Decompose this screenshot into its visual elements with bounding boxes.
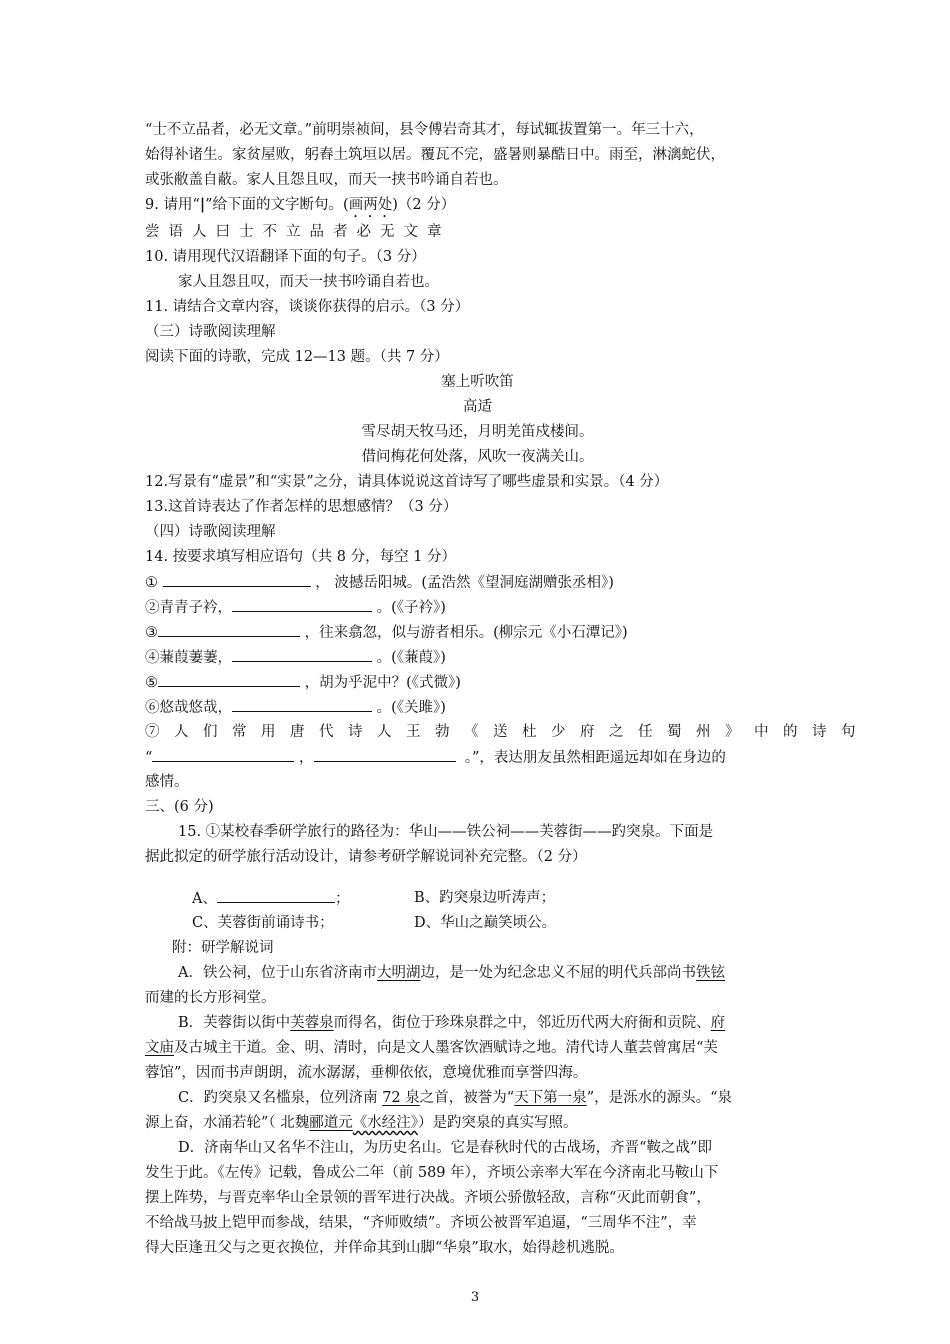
answer-blank[interactable] <box>152 747 294 762</box>
appendix-b-cont: 蓉馆”，因而书声朗朗，流水潺潺，垂柳依依，意境优雅而享誉四海。 <box>145 1065 588 1081</box>
question-10: 10. 请用现代汉语翻译下面的句子。（3 分） <box>145 249 426 265</box>
fill-item-3: ③ ，往来翕忽，似与游者相乐。(柳宗元《小石潭记》) <box>145 622 810 643</box>
fill-item-7-blanks: “ ， 。”，表达朋友虽然相距遥远却如在身边的 <box>145 747 810 768</box>
fill-item-4: ④蒹葭萋萋， 。(《蒹葭》) <box>145 647 810 668</box>
poem-author: 高适 <box>463 399 492 415</box>
poem-line: 借问梅花何处落，风吹一夜满关山。 <box>361 449 594 465</box>
passage-line: 或张敝盖自蔽。家人且怨且叹，而天一挟书吟诵自若也。 <box>145 172 508 188</box>
answer-blank[interactable] <box>163 572 311 587</box>
question-15-cont: 据此拟定的研学旅行活动设计，请参考研学解说词补充完整。（2 分） <box>145 849 587 865</box>
answer-blank[interactable] <box>232 697 372 712</box>
page-number: 3 <box>470 1290 480 1305</box>
option-a: A、 ； <box>192 888 857 909</box>
appendix-d-cont: 不给战马披上铠甲而参战，结果，“齐师败绩”。齐顷公被晋军追逼，“三周华不注”，幸 <box>145 1215 697 1231</box>
question-11: 11. 请结合文章内容，谈谈你获得的启示。（3 分） <box>145 299 470 315</box>
part-heading: 三、(6 分) <box>145 799 214 815</box>
appendix-a: A．铁公祠，位于山东省济南市大明湖边，是一处为纪念忠义不屈的明代兵部尚书铁铉 <box>178 965 725 981</box>
answer-blank[interactable] <box>232 647 372 662</box>
section-heading: （四）诗歌阅读理解 <box>145 524 276 540</box>
poem-title: 塞上听吹笛 <box>441 374 514 390</box>
break-mark: | <box>199 196 206 213</box>
appendix-b-cont: 文庙及古城主干道。金、明、清时，向是文人墨客饮酒赋诗之地。清代诗人董芸曾寓居“芙 <box>145 1040 718 1056</box>
appendix-d-cont: 发生于此。《左传》记载，鲁成公二年（前 589 年），齐顷公亲率大军在今济南北马鞍山下 <box>145 1165 719 1181</box>
q10-sentence: 家人且怨且叹，而天一挟书吟诵自若也。 <box>178 274 439 290</box>
poem-line: 雪尽胡天牧马还，月明羌笛戍楼间。 <box>361 424 594 440</box>
question-13: 13.这首诗表达了作者怎样的思想感情？（3 分） <box>145 499 458 515</box>
answer-blank[interactable] <box>158 622 300 637</box>
option-c: C、芙蓉街前诵诗书； <box>192 915 334 931</box>
appendix-a-cont: 而建的长方形祠堂。 <box>145 990 276 1006</box>
answer-blank[interactable] <box>158 672 300 687</box>
fill-item-2: ②青青子衿， 。(《子衿》) <box>145 597 810 618</box>
question-15: 15. ①某校春季研学旅行的路径为：华山——铁公祠——芙蓉街——趵突泉。下面是 <box>178 824 714 840</box>
appendix-c: C．趵突泉又名槛泉，位列济南 72 泉之首，被誉为“天下第一泉”，是泺水的源头。“泉 <box>178 1090 733 1106</box>
question-9: 9. 请用“|”给下面的文字断句。(画两处)（2 分） <box>145 196 456 213</box>
question-12: 12.写景有“虚景”和“实景”之分，请具体说说这首诗写了哪些虚景和实景。（4 分） <box>145 474 669 490</box>
fill-item-5: ⑤ ，胡为乎泥中？(《式微》) <box>145 672 810 693</box>
appendix-c-cont: 源上奋，水涌若轮”（ 北魏郦道元《水经注》）是趵突泉的真实写照。 <box>145 1115 578 1131</box>
fill-item-7-end: 感情。 <box>145 774 189 790</box>
passage-line: “士不立品者，必无文章。”前明崇祯间，县令傅岩奇其才，每试辄拔置第一。年三十六， <box>145 122 704 138</box>
fill-item-1: ① ， 波撼岳阳城。(孟浩然《望洞庭湖赠张丞相》) <box>145 572 810 593</box>
appendix-d-cont: 得大臣逢丑父与之更衣换位，并佯命其到山脚“华泉”取水，始得趁机逃脱。 <box>145 1240 624 1256</box>
option-b: B、趵突泉边听涛声； <box>414 890 556 906</box>
answer-blank[interactable] <box>314 747 456 762</box>
option-d: D、华山之巅笑顷公。 <box>414 915 557 931</box>
poem-intro: 阅读下面的诗歌，完成 12—13 题。（共 7 分） <box>145 349 449 365</box>
fill-item-7: ⑦人们常用唐代诗人王勃《送杜少府之任蜀州》中的诗句 <box>145 724 870 740</box>
answer-blank[interactable] <box>217 888 335 903</box>
fill-item-6: ⑥悠哉悠哉， 。(《关雎》) <box>145 697 810 718</box>
appendix-b: B．芙蓉街以街中芙蓉泉而得名，街位于珍珠泉群之中，邻近历代两大府衙和贡院、府 <box>178 1015 726 1031</box>
q9-sentence: 尝语人曰士不立品者必无文章 <box>145 224 451 240</box>
appendix-title: 附：研学解说词 <box>172 940 274 956</box>
emphasis-text: 画两处 <box>348 197 393 213</box>
appendix-d-cont: 摆上阵势，与晋克率华山全景领的晋军进行决战。齐顷公骄傲轻敌，言称“灭此而朝食”， <box>145 1190 711 1206</box>
answer-blank[interactable] <box>232 597 372 612</box>
question-14: 14. 按要求填写相应语句（共 8 分，每空 1 分） <box>145 549 457 565</box>
appendix-d: D．济南华山又名华不注山，为历史名山。它是春秋时代的古战场，齐晋“鞍之战”即 <box>178 1140 712 1156</box>
section-heading: （三）诗歌阅读理解 <box>145 324 276 340</box>
passage-line: 始得补诸生。家贫屋败，躬舂土筑垣以居。覆瓦不完，盛暑则暴酷日中。雨至，淋漓蛇伏， <box>145 147 725 163</box>
